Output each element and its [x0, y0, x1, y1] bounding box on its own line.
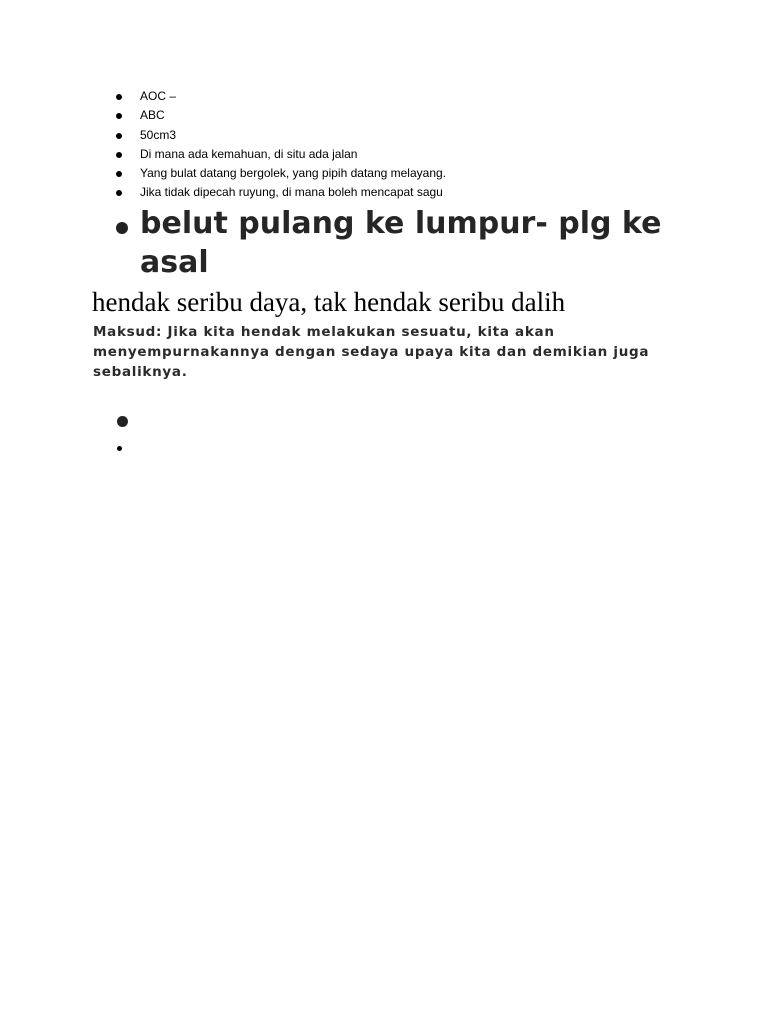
list-item-text: Di mana ada kemahuan, di situ ada jalan: [140, 146, 358, 161]
list-item: [116, 106, 446, 125]
proverb-heading: hendak seribu daya, tak hendak seribu dalih: [92, 287, 566, 317]
list-item-text: 50cm3: [140, 127, 177, 142]
list-item-text: Yang bulat datang bergolek, yang pipih datang melayang.: [140, 166, 447, 181]
bullet-icon: [116, 190, 122, 196]
list-item: [116, 183, 446, 202]
bullet-icon: [116, 222, 128, 234]
list-item: [116, 164, 446, 183]
meaning-paragraph: Maksud: Jika kita hendak melakukan sesuatu, kita akan menyempurnakannya dengan sedaya upaya kita dan demikian juga sebaliknya.: [93, 324, 650, 380]
list-item-text: AOC –: [140, 89, 177, 103]
empty-bullet-icon: [117, 446, 122, 451]
bullet-icon: [116, 94, 122, 100]
large-list-item-text: belut pulang ke lumpur- plg ke asal: [140, 206, 662, 280]
list-item: [116, 87, 446, 106]
bullet-icon: [116, 113, 122, 119]
list-item: [116, 126, 446, 145]
bullet-icon: [116, 133, 122, 139]
bullet-icon: [116, 171, 122, 177]
list-item: [116, 145, 446, 164]
bullet-list: [116, 87, 446, 203]
empty-bullet-icon: [117, 416, 128, 427]
list-item-text: Jika tidak dipecah ruyung, di mana boleh mencapat sagu: [140, 185, 443, 200]
large-list-item: [116, 204, 676, 282]
list-item-text: ABC: [140, 108, 165, 123]
bullet-icon: [116, 152, 122, 158]
